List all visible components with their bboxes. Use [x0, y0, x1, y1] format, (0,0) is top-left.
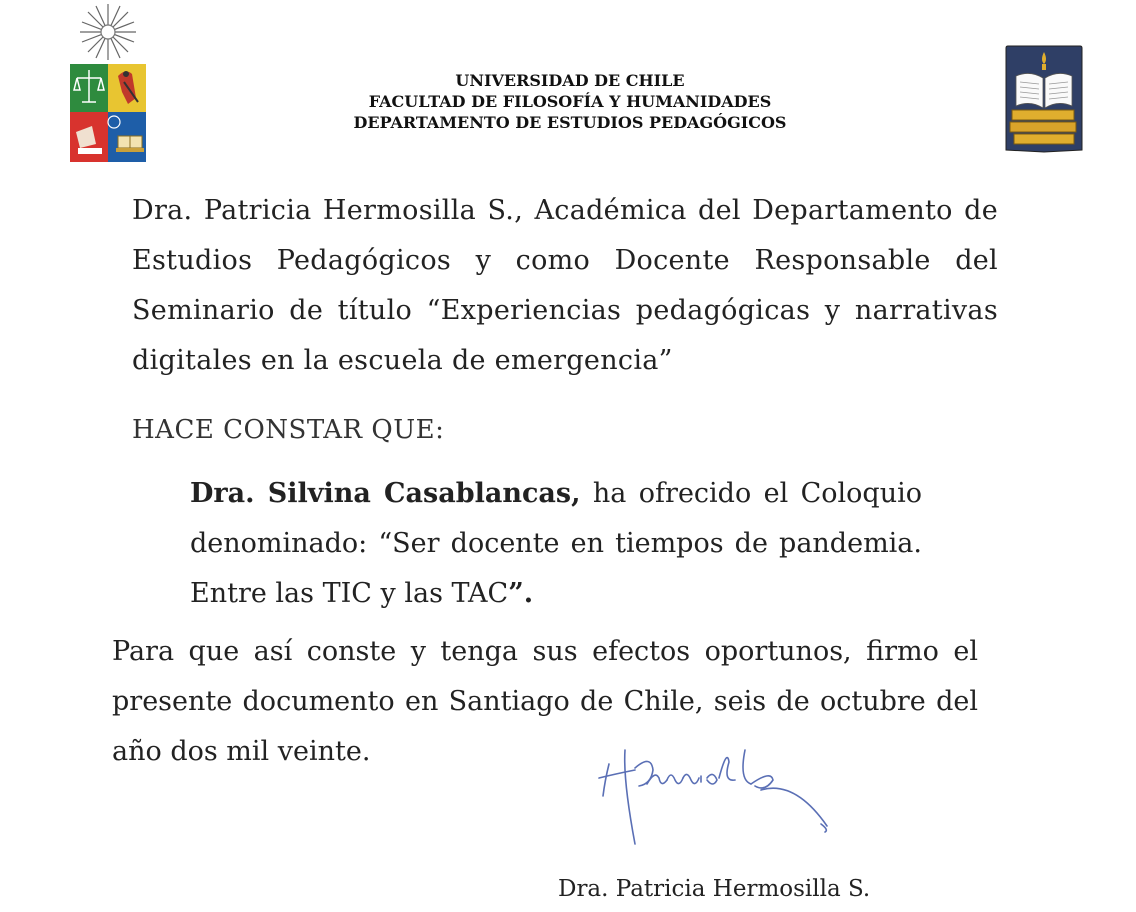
intro-line: digitales en la escuela de emergencia”	[132, 345, 673, 376]
intro-line: Estudios Pedagógicos y como Docente Responsable del	[132, 245, 998, 276]
closing-line: año dos mil veinte.	[112, 736, 371, 767]
speaker-name: Dra. Silvina Casablancas,	[190, 478, 581, 509]
institution-header	[0, 70, 1136, 133]
department-emblem-logo	[1004, 44, 1084, 154]
closing-quote: ”.	[508, 578, 534, 609]
intro-line: Dra. Patricia Hermosilla S., Académica del Departamento de	[132, 195, 998, 226]
signature-name: Dra. Patricia Hermosilla S.	[558, 876, 871, 902]
star-burst-icon	[80, 4, 136, 60]
statement-text: Entre las TIC y las TAC	[190, 578, 509, 609]
university-name: UNIVERSIDAD DE CHILE	[455, 71, 685, 90]
statement-text: ha ofrecido el Coloquio	[580, 478, 922, 509]
closing-paragraph	[112, 627, 978, 777]
closing-line: presente documento en Santiago de Chile, seis de octubre del	[112, 686, 978, 717]
certify-label: HACE CONSTAR QUE:	[132, 415, 445, 445]
statement-line: denominado: “Ser docente en tiempos de pandemia.	[190, 528, 922, 559]
faculty-name: FACULTAD DE FILOSOFÍA Y HUMANIDADES	[368, 92, 772, 111]
department-name: DEPARTAMENTO DE ESTUDIOS PEDAGÓGICOS	[353, 113, 787, 132]
intro-paragraph	[132, 186, 998, 386]
statement-line	[190, 569, 922, 619]
handwritten-signature	[595, 740, 835, 855]
statement-line	[190, 469, 922, 519]
statement-paragraph	[190, 469, 922, 619]
intro-line: Seminario de título “Experiencias pedagógicas y narrativas	[132, 295, 998, 326]
closing-line: Para que así conste y tenga sus efectos oportunos, firmo el	[112, 636, 978, 667]
